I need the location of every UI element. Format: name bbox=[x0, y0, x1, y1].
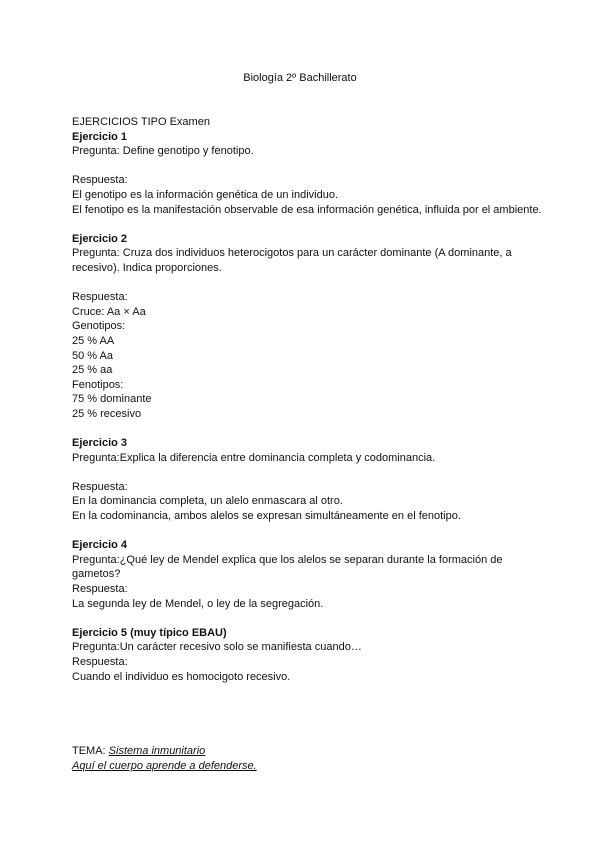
exercise-5 bbox=[72, 626, 542, 684]
topic-name: Sistema inmunitario bbox=[108, 745, 206, 757]
exercise-question: Pregunta: Cruza dos individuos heterocigotos para un carácter dominante (A dominante, a recesivo). Indica proporciones. bbox=[72, 247, 512, 274]
answer-line: El genotipo es la información genética de un individuo. bbox=[72, 188, 339, 201]
topic-section bbox=[72, 744, 257, 773]
exercise-title: Ejercicio 4 bbox=[72, 539, 128, 552]
answer-line: En la dominancia completa, un alelo enmascara al otro. bbox=[72, 495, 343, 508]
exercise-title: Ejercicio 1 bbox=[72, 130, 128, 143]
answer-line: 75 % dominante bbox=[72, 393, 152, 406]
answer-line: Cruce: Aa × Aa bbox=[72, 305, 146, 318]
answer-line: 50 % Aa bbox=[72, 349, 113, 362]
answer-label: Respuesta: bbox=[72, 480, 128, 493]
topic-subtitle: Aquí el cuerpo aprende a defenderse. bbox=[72, 759, 257, 772]
exercise-4 bbox=[72, 538, 542, 611]
answer-line: 25 % aa bbox=[72, 364, 113, 377]
document-body bbox=[72, 115, 542, 684]
page-title: Biología 2º Bachillerato bbox=[243, 72, 357, 84]
exercise-3 bbox=[72, 436, 542, 524]
answer-label: Respuesta: bbox=[72, 655, 128, 668]
topic-label: TEMA: bbox=[72, 745, 109, 757]
exercise-title: Ejercicio 2 bbox=[72, 232, 128, 245]
intro-text: EJERCICIOS TIPO Examen bbox=[72, 116, 210, 128]
answer-line: En la codominancia, ambos alelos se expresan simultáneamente en el fenotipo. bbox=[72, 510, 461, 523]
exercise-question: Pregunta:Un carácter recesivo solo se manifiesta cuando… bbox=[72, 641, 362, 654]
answer-line: La segunda ley de Mendel, o ley de la segregación. bbox=[72, 597, 324, 610]
exercise-question: Pregunta:Explica la diferencia entre dominancia completa y codominancia. bbox=[72, 451, 436, 464]
answer-line: Cuando el individuo es homocigoto recesivo. bbox=[72, 670, 291, 683]
answer-label: Respuesta: bbox=[72, 174, 128, 187]
exercise-title: Ejercicio 5 (muy típico EBAU) bbox=[72, 626, 227, 639]
topic-line bbox=[72, 744, 257, 759]
answer-line: 25 % recesivo bbox=[72, 407, 142, 420]
answer-line: Fenotipos: bbox=[72, 378, 124, 391]
answer-label: Respuesta: bbox=[72, 291, 128, 304]
answer-line: El fenotipo es la manifestación observable de esa información genética, influida por el ambiente. bbox=[72, 203, 542, 216]
exercise-title: Ejercicio 3 bbox=[72, 437, 128, 450]
exercise-2 bbox=[72, 232, 542, 422]
answer-label: Respuesta: bbox=[72, 583, 128, 595]
exercise-1 bbox=[72, 130, 542, 218]
answer-line: 25 % AA bbox=[72, 334, 115, 347]
exercise-question: Pregunta:¿Qué ley de Mendel explica que los alelos se separan durante la formación de gametos? bbox=[72, 553, 503, 581]
exercise-question: Pregunta: Define genotipo y fenotipo. bbox=[72, 145, 254, 158]
answer-line: Genotipos: bbox=[72, 320, 126, 333]
